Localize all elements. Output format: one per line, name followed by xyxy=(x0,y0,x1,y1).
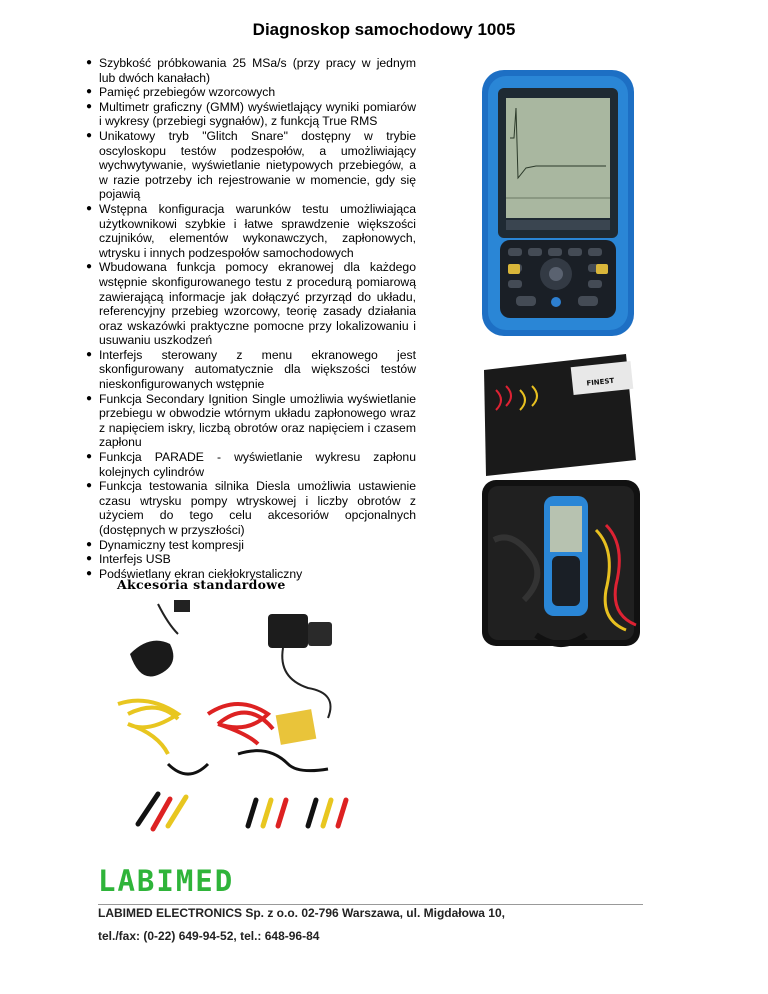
list-item: ● Unikatowy tryb "Glitch Snare" dostępny w trybie oscyloskopu testów podzespołów, a umożliwiający wychwytywanie, wyświetlanie nietypowych przebiegów, a w razie potrzeby ich rejestrowanie w momencie, gdy się pojawią xyxy=(86,128,416,202)
list-item: ● Interfejs sterowany z menu ekranowego jest skonfigurowany automatycznie dla większości testów nieskonfigurowanych wstępnie xyxy=(86,347,416,392)
list-item: ● Szybkość próbkowania 25 MSa/s (przy pracy w jednym lub dwóch kanałach) xyxy=(86,56,416,85)
list-item: ● Interfejs USB xyxy=(86,552,171,567)
list-item: ● Funkcja testowania silnika Diesla umożliwia ustawienie czasu wtrysku pompy wtryskowej i liczby obrotów z użyciem do tego celu akcesoriów opcjonalnych (dostępnych w przyszłości) xyxy=(86,479,416,537)
list-item: ● Podświetlany ekran ciekłokrystaliczny xyxy=(86,566,303,581)
carrying-case-image xyxy=(476,350,642,650)
bullet-icon: ● xyxy=(86,261,93,273)
bullet-icon: ● xyxy=(86,100,93,112)
bullet-icon: ● xyxy=(86,129,93,141)
bullet-icon: ● xyxy=(86,348,93,360)
list-item: ● Funkcja Secondary Ignition Single umożliwia wyświetlanie przebiegu w obwodzie wtórnym układu zapłonowego wraz z napięciem iskry, liczbą obrotów oraz napięciem i czasem zapłonu xyxy=(86,391,416,450)
feature-list xyxy=(86,56,416,581)
accessories-heading: Akcesoria standardowe xyxy=(117,577,286,592)
list-item: ● Multimetr graficzny (GMM) wyświetlający wyniki pomiarów i wykresy (przebiegi sygnałów), z funkcją True RMS xyxy=(86,99,416,129)
list-item: ● Dynamiczny test kompresji xyxy=(86,537,244,552)
bullet-icon: ● xyxy=(86,553,93,565)
accessories-image xyxy=(108,594,383,846)
list-item: ● Pamięć przebiegów wzorcowych xyxy=(86,85,276,100)
bullet-icon: ● xyxy=(86,57,93,68)
footer-divider xyxy=(98,904,643,905)
page-title: Diagnoskop samochodowy 1005 xyxy=(252,20,516,39)
bullet-icon: ● xyxy=(86,202,93,214)
list-item: ● Wstępna konfiguracja warunków testu umożliwiająca użytkownikowi szybkie i łatwe sprawdzenie większości czujników, elementów wykonawczych, zapłonowych, wtrysku i innych podzespołów samochodowych xyxy=(86,201,416,260)
list-item: ● Wbudowana funkcja pomocy ekranowej dla każdego wstępnie skonfigurowanego testu z procedurą pomiarową zawierającą informacje jak dołączyć przyrząd do układu, referencyjny przebieg wzorcowy, teorię zasady działania oraz wskazówki praktyczne pomocne przy lokalizowaniu i usuwaniu uszkodzeń xyxy=(86,260,416,348)
company-phone: tel./fax: (0-22) 649-94-52, tel.: 648-96-84 xyxy=(98,929,320,943)
diagnoscope-device-image xyxy=(476,68,640,340)
list-item: ● Funkcja PARADE - wyświetlanie wykresu zapłonu kolejnych cylindrów xyxy=(86,450,416,479)
bullet-icon: ● xyxy=(86,86,93,98)
bullet-icon: ● xyxy=(86,392,93,404)
bullet-icon: ● xyxy=(86,480,93,492)
bullet-icon: ● xyxy=(86,538,93,550)
company-logo: LABIMED xyxy=(98,864,235,898)
bullet-icon: ● xyxy=(86,567,93,579)
bullet-icon: ● xyxy=(86,451,93,463)
brand-label: FINEST xyxy=(586,376,615,388)
company-address: LABIMED ELECTRONICS Sp. z o.o. 02-796 Warszawa, ul. Migdałowa 10, xyxy=(98,906,505,920)
